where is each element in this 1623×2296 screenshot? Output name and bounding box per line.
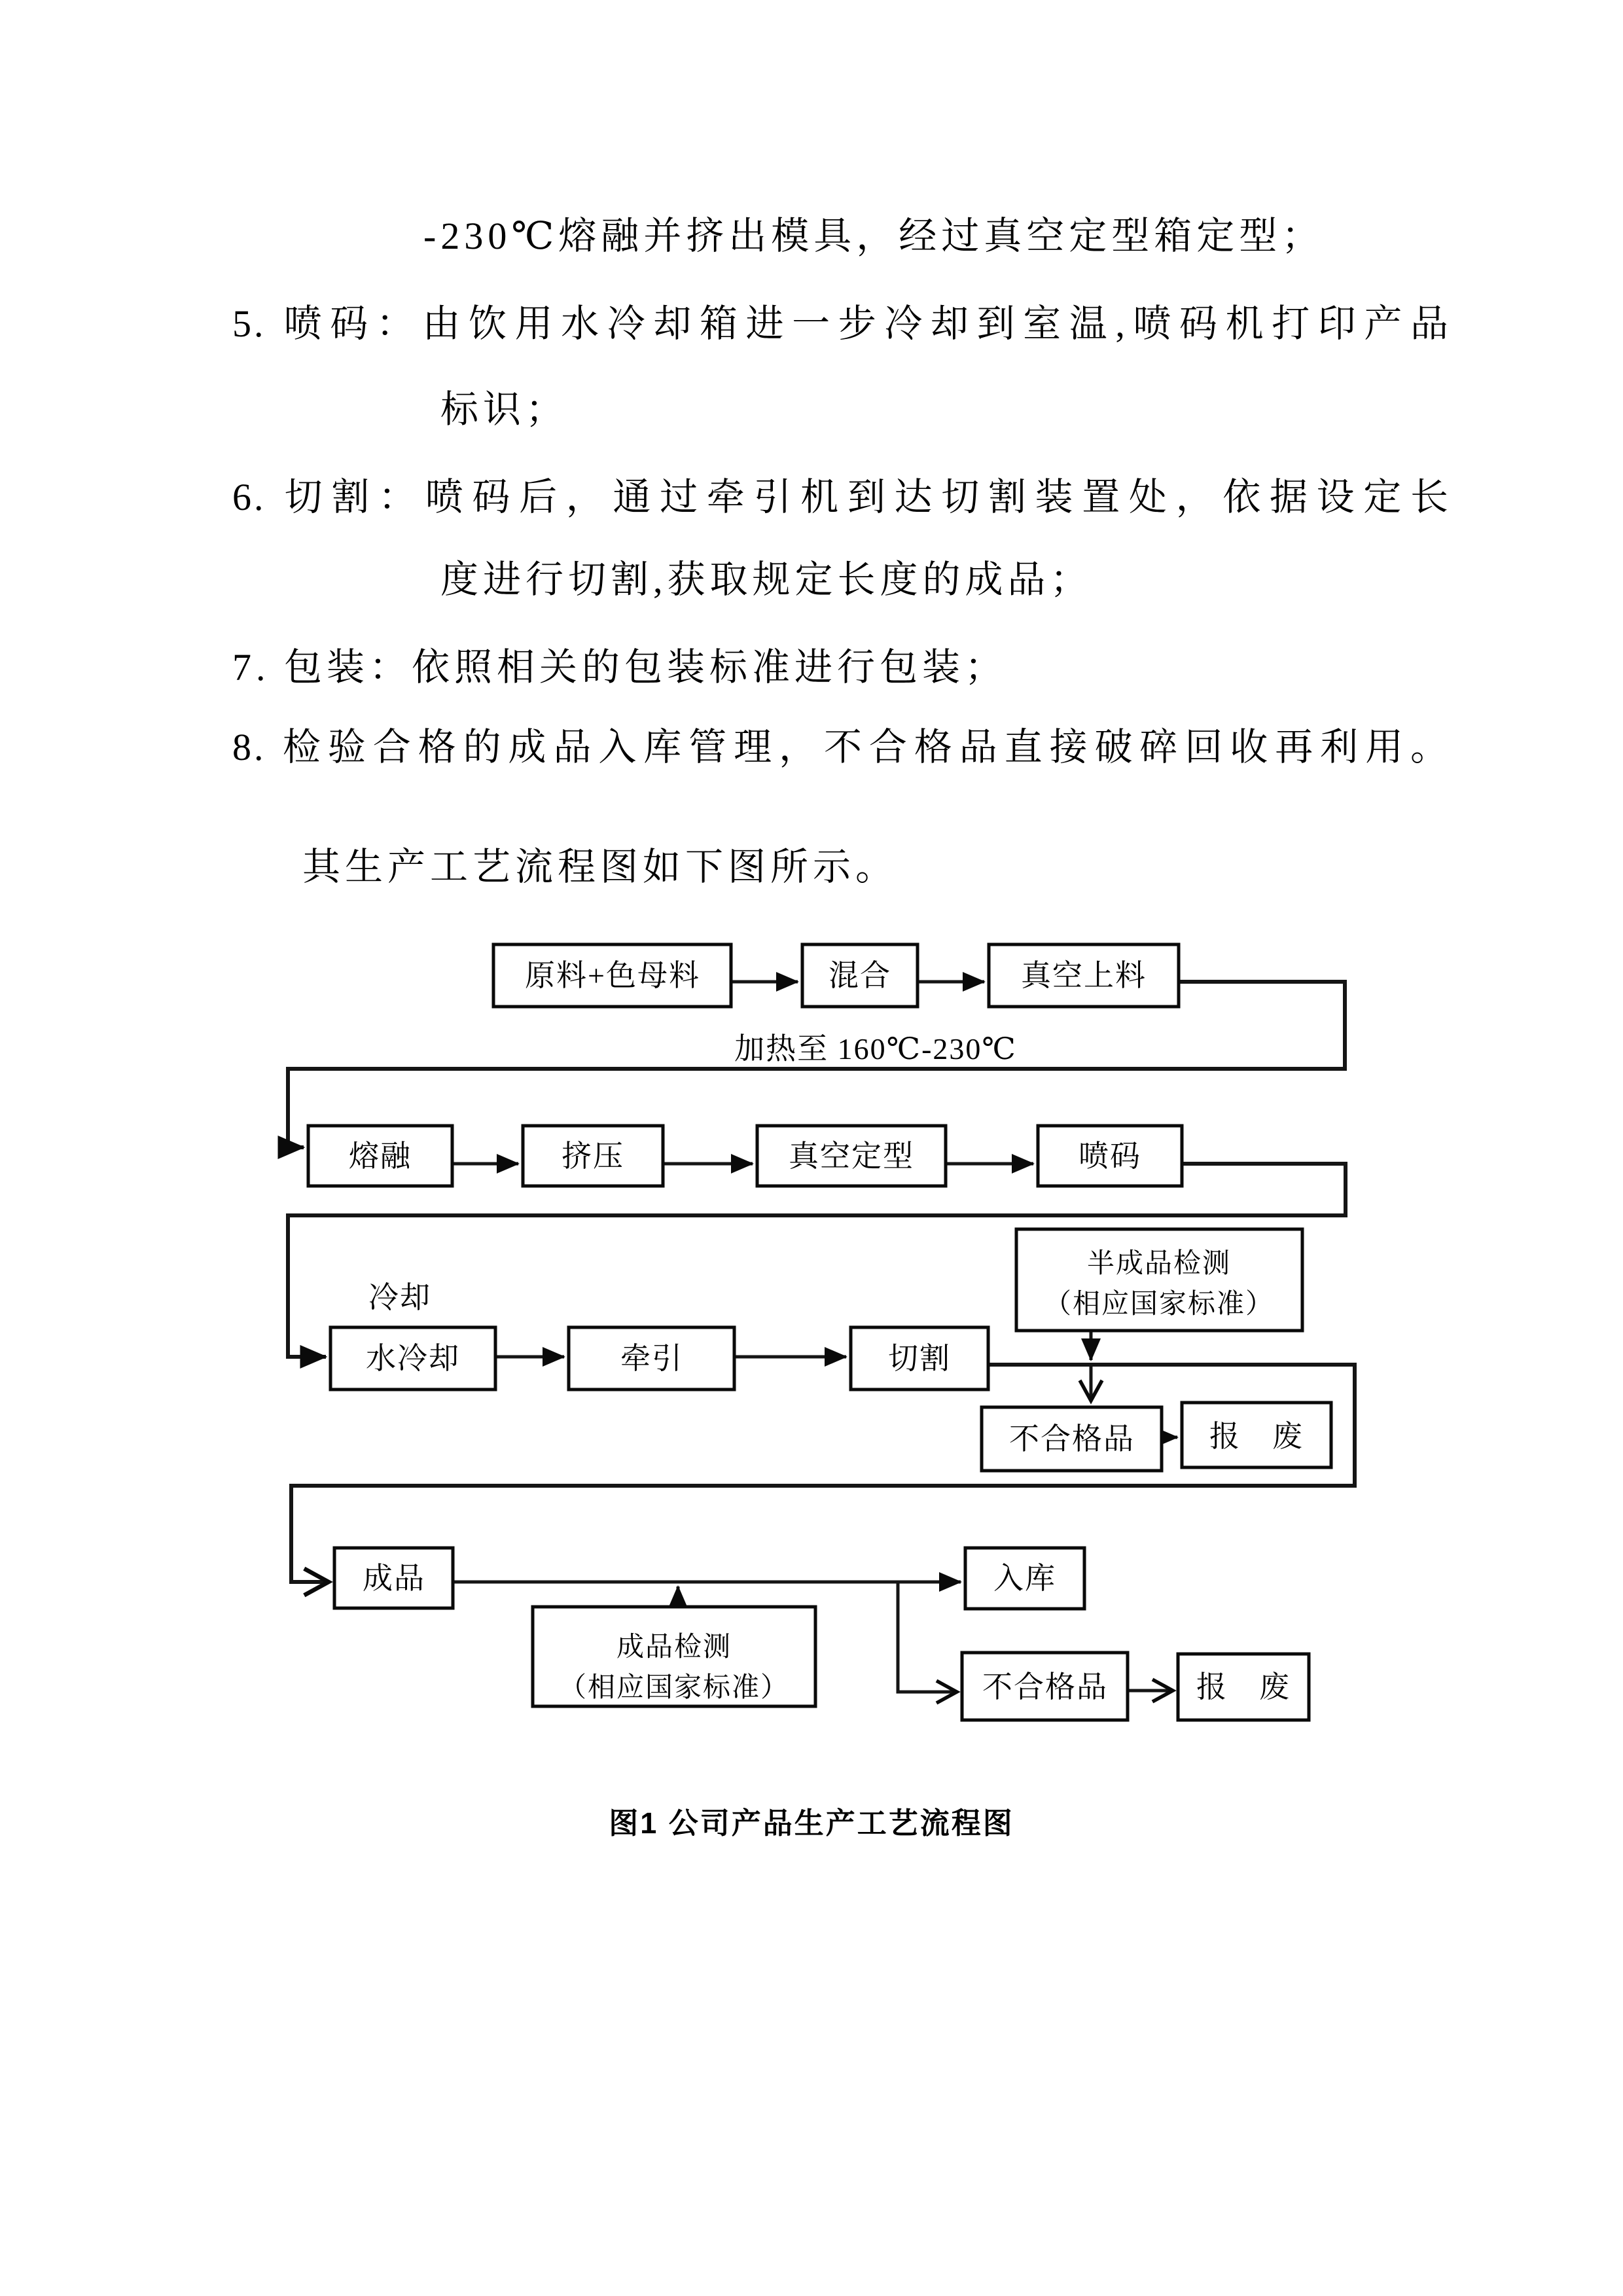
flow-box-traction (569, 1327, 734, 1390)
flow-box-vacuum-feeding (989, 944, 1179, 1007)
flow-box-vacuum-shaping-label: 真空定型 (789, 1139, 914, 1173)
flow-box-mixing-label: 混合 (829, 959, 891, 992)
flow-box-semi-product-test-line1: 半成品检测 (1086, 1249, 1232, 1279)
flow-box-reject-1 (982, 1407, 1162, 1471)
list-item-7: 7. 包装：依照相关的包装标准进行包装； (232, 646, 1008, 689)
flow-box-vacuum-shaping (757, 1126, 946, 1186)
list-item-5-line-2: 标识； (440, 388, 569, 431)
flow-box-water-cooling-label: 水冷却 (366, 1342, 460, 1375)
flow-box-extrusion (523, 1126, 663, 1186)
flow-box-melting-label: 熔融 (349, 1139, 412, 1173)
flow-box-semi-product-test-line2: （相应国家标准） (1043, 1289, 1275, 1319)
flow-box-extrusion-label: 挤压 (562, 1139, 624, 1173)
figure-caption: 图1 公司产品生产工艺流程图 (609, 1806, 1014, 1840)
list-item-5-line-1: 5. 喷码：由饮用水冷却箱进一步冷却到室温,喷码机打印产品 (232, 302, 1451, 345)
flow-box-inkjet-coding-label: 喷码 (1079, 1139, 1141, 1173)
flow-box-scrap-2 (1178, 1654, 1309, 1720)
flow-box-warehousing-label: 入库 (993, 1562, 1056, 1595)
figure-intro-line: 其生产工艺流程图如下图所示。 (302, 846, 899, 888)
flow-box-reject-2-label: 不合格品 (982, 1670, 1108, 1704)
connector-branch-to-reject-2 (898, 1582, 957, 1692)
list-item-6-line-1: 6. 切割：喷码后，通过牵引机到达切割装置处，依据设定长 (232, 476, 1451, 518)
paragraph-continuation-line: -230℃熔融并挤出模具，经过真空定型箱定型； (423, 215, 1325, 257)
flow-box-reject-2 (962, 1653, 1128, 1720)
flow-box-reject-1-label: 不合格品 (1009, 1422, 1135, 1456)
flow-box-warehousing (965, 1548, 1084, 1609)
flow-box-scrap-1 (1182, 1403, 1331, 1467)
flow-box-product-test-line2: （相应国家标准） (558, 1673, 790, 1703)
flow-box-product-test-line1: 成品检测 (616, 1632, 732, 1662)
flow-box-finished-product-label: 成品 (363, 1562, 425, 1595)
flow-box-water-cooling (330, 1327, 495, 1390)
list-item-6-line-2: 度进行切割,获取规定长度的成品； (440, 558, 1093, 601)
flow-box-scrap-1-label: 报 废 (1209, 1420, 1304, 1453)
list-item-8: 8. 检验合格的成品入库管理，不合格品直接破碎回收再利用。 (232, 726, 1451, 768)
flow-box-semi-product-test (1016, 1229, 1302, 1331)
flow-box-inkjet-coding (1038, 1126, 1182, 1186)
flow-box-cutting-label: 切割 (888, 1342, 951, 1375)
flow-box-raw-material (493, 944, 731, 1007)
flow-box-vacuum-feeding-label: 真空上料 (1021, 959, 1147, 992)
heating-label: 加热至 160℃-230℃ (734, 1032, 1017, 1066)
flow-box-finished-product (334, 1548, 453, 1608)
flow-box-scrap-2-label: 报 废 (1196, 1670, 1291, 1704)
flow-box-product-test (533, 1607, 815, 1706)
flow-box-cutting (851, 1327, 988, 1390)
flow-box-mixing (802, 944, 918, 1007)
flow-box-melting (308, 1126, 452, 1186)
flow-box-raw-material-label: 原料+色母料 (525, 959, 700, 992)
cooling-label: 冷却 (368, 1281, 431, 1314)
flow-box-traction-label: 牵引 (620, 1342, 683, 1375)
